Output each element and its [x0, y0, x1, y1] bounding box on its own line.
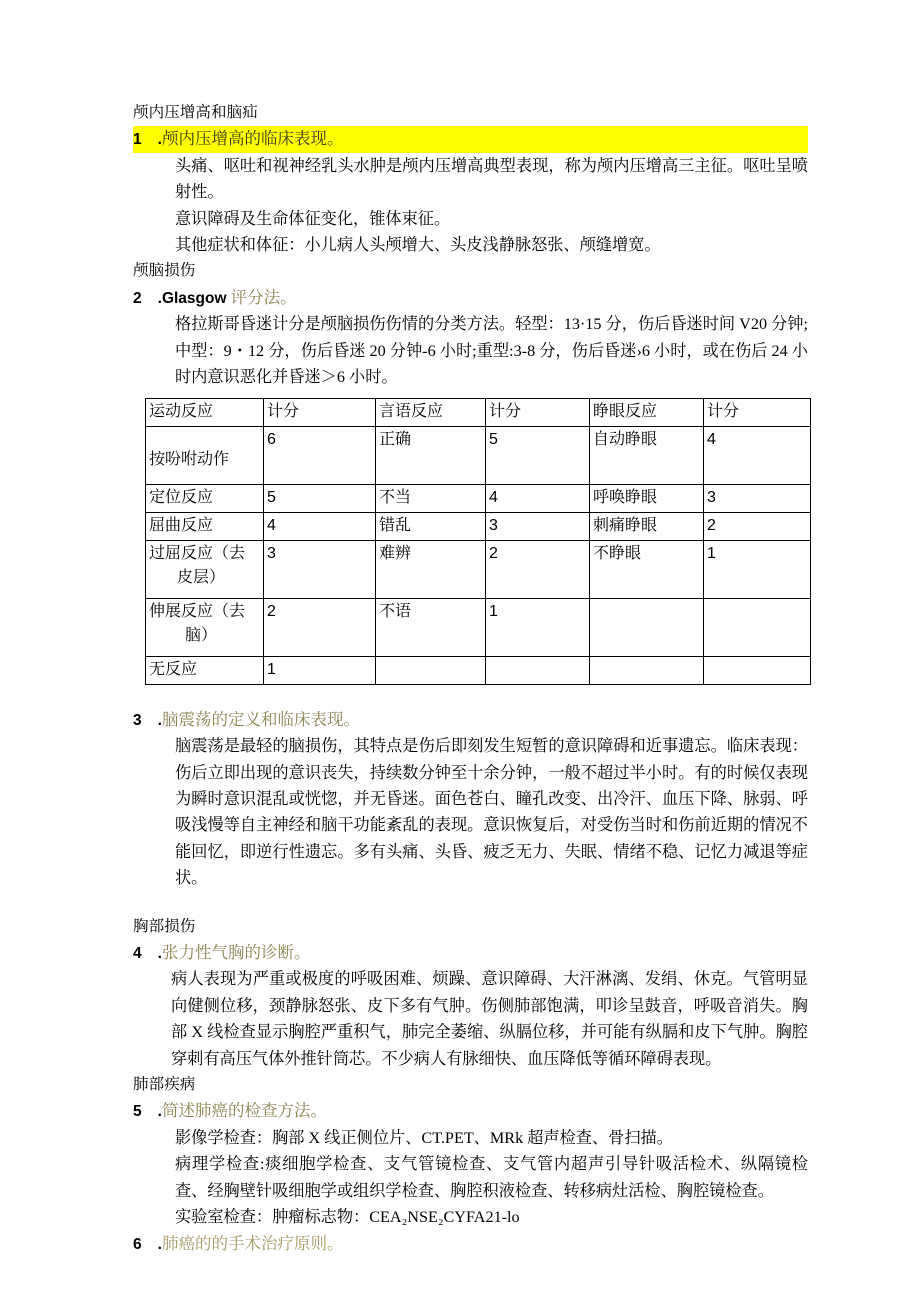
table-cell-eye: 自动睁眼	[590, 426, 704, 484]
table-cell-eye	[590, 598, 704, 656]
paragraph-1-3: 其他症状和体征：小儿病人头颅增大、头皮浅静脉怒张、颅缝增宽。	[175, 236, 661, 255]
question-number-1: 1	[133, 131, 142, 149]
question-dot-6: .	[157, 1235, 162, 1253]
question-title-4: 张力性气胸的诊断。	[161, 942, 311, 962]
section-heading-3: 胸部损伤	[133, 917, 196, 935]
question-number-4: 4	[133, 944, 142, 962]
table-header-row	[146, 398, 811, 426]
table-row	[146, 598, 811, 656]
table-cell-motor-score: 1	[264, 656, 376, 684]
question-title-1: 颅内压增高的临床表现。	[161, 129, 344, 149]
table-cell-verbal	[376, 656, 486, 684]
question-title-latin-2: Glasgow	[161, 289, 227, 307]
table-cell-eye: 呼唤睁眼	[590, 484, 704, 512]
paragraph-1-1: 头痛、呕吐和视神经乳头水肿是颅内压增高典型表现，称为颅内压增高三主征。呕吐呈喷射性。	[175, 156, 808, 202]
table-cell-verbal-score: 1	[486, 598, 590, 656]
paragraph-1-2: 意识障碍及生命体征变化，锥体束征。	[175, 209, 451, 228]
table-cell-motor-score: 2	[264, 598, 376, 656]
question-heading-4	[133, 940, 808, 967]
table-header-cell: 计分	[486, 398, 590, 426]
question-heading-2	[133, 285, 808, 312]
table-header-cell: 睁眼反应	[590, 398, 704, 426]
table-header-cell: 计分	[264, 398, 376, 426]
table-cell-verbal: 不当	[376, 484, 486, 512]
question-number-5: 5	[133, 1103, 142, 1121]
table-cell-verbal: 不语	[376, 598, 486, 656]
table-cell-verbal-score: 3	[486, 512, 590, 540]
table-cell-eye: 刺痛睁眼	[590, 512, 704, 540]
question-dot-5: .	[157, 1103, 162, 1121]
table-cell-motor-text: 伸展反应（去	[149, 602, 246, 620]
question-title-3: 脑震荡的定义和临床表现。	[161, 709, 360, 729]
section-heading-1: 颅内压增高和脑疝	[133, 104, 258, 121]
table-cell-verbal-score: 4	[486, 484, 590, 512]
table-cell-eye: 不睁眼	[590, 540, 704, 598]
table-cell-eye-score: 1	[704, 540, 811, 598]
spacer	[133, 892, 808, 914]
table-cell-verbal: 难辨	[376, 540, 486, 598]
table-cell-motor-text-line2: 皮层）	[176, 568, 225, 586]
table-row	[146, 484, 811, 512]
question-dot-2: .	[157, 289, 162, 307]
question-heading-5	[133, 1098, 808, 1125]
table-row	[146, 512, 811, 540]
table-header-cell: 计分	[704, 398, 811, 426]
table-cell-motor-score: 6	[264, 426, 376, 484]
paragraph-3-1: 脑震荡是最轻的脑损伤，其特点是伤后即刻发生短暂的意识障碍和近事遗忘。临床表现：伤后立即出现的意识丧失，持续数分钟至十余分钟，一般不超过半小时。有的时候仅表现为瞬时意识混乱或恍惚，并无昏迷。面色苍白、瞳孔改变、出冷汗、血压下降、脉弱、呼吸浅慢等自主神经和脑干功能紊乱的表现。意识恢复后，对受伤当时和伤前近期的情况不能回忆，即逆行性遗忘。多有头痛、头昏、疲乏无力、失眠、情绪不稳、记忆力减退等症状。	[175, 737, 808, 888]
table-cell-motor: 无反应	[146, 656, 264, 684]
table-cell-motor-text-line2: 脑）	[184, 626, 217, 644]
table-cell-motor-text: 按吩咐动作	[149, 450, 230, 468]
paragraph-5-2: 病理学检查:痰细胞学检查、支气管镜检查、支气管内超声引导针吸活检术、纵隔镜检查、经胸壁针吸细胞学或组织学检查、胸腔积液检查、转移病灶活检、胸腔镜检查。	[175, 1155, 808, 1200]
table-cell-verbal: 错乱	[376, 512, 486, 540]
table-cell-motor-score: 5	[264, 484, 376, 512]
table-cell-verbal-score: 2	[486, 540, 590, 598]
table-cell-motor	[146, 540, 264, 598]
table-cell-motor: 定位反应	[146, 484, 264, 512]
question-heading-1	[133, 126, 808, 153]
table-header-cell: 言语反应	[376, 398, 486, 426]
question-number-6: 6	[133, 1235, 142, 1253]
table-cell-verbal: 正确	[376, 426, 486, 484]
table-cell-motor-score: 3	[264, 540, 376, 598]
question-dot-4: .	[157, 944, 162, 962]
gcs-score-table	[145, 398, 811, 685]
question-title-6: 肺癌的的手术治疗原则。	[161, 1233, 344, 1253]
table-cell-verbal-score	[486, 656, 590, 684]
question-heading-3	[133, 707, 808, 734]
paragraph-5-1: 影像学检查：胸部 X 线正侧位片、CT.PET、MRk 超声检查、骨扫描。	[175, 1128, 673, 1147]
table-cell-eye-score: 2	[704, 512, 811, 540]
paragraph-2-1: 格拉斯哥昏迷计分是颅脑损伤伤情的分类方法。轻型：13·15 分，伤后昏迷时间 V20 分钟;中型：9・12 分，伤后昏迷 20 分钟-6 小时;重型:3-8 分，伤后昏迷›6 小时，或在伤后 24 小时内意识恶化并昏迷＞6 小时。	[175, 315, 808, 387]
question-dot-3: .	[157, 711, 162, 729]
paragraph-4-1: 病人表现为严重或极度的呼吸困难、烦躁、意识障碍、大汗淋漓、发绢、休克。气管明显向健侧位移，颈静脉怒张、皮下多有气肿。伤侧肺部饱满，叩诊呈鼓音，呼吸音消失。胸部 X 线检查显示胸腔严重积气，肺完全萎缩、纵膈位移，并可能有纵膈和皮下气肿。胸腔穿刺有高压气体外推针筒芯。不少病人有脉细快、血压降低等循环障碍表现。	[171, 970, 808, 1068]
table-header-cell: 运动反应	[146, 398, 264, 426]
question-heading-6	[133, 1231, 808, 1258]
question-number-2: 2	[133, 289, 142, 307]
section-heading-4: 肺部疾病	[133, 1076, 196, 1094]
table-cell-motor: 屈曲反应	[146, 512, 264, 540]
table-cell-eye-score: 4	[704, 426, 811, 484]
table-row	[146, 426, 811, 484]
table-cell-eye-score	[704, 598, 811, 656]
table-cell-motor	[146, 426, 264, 484]
table-cell-eye	[590, 656, 704, 684]
question-title-2: 评分法。	[230, 287, 297, 307]
question-number-3: 3	[133, 711, 142, 729]
table-cell-eye-score: 3	[704, 484, 811, 512]
table-cell-motor	[146, 598, 264, 656]
spacer	[133, 685, 808, 707]
table-row	[146, 540, 811, 598]
table-row	[146, 656, 811, 684]
table-cell-eye-score	[704, 656, 811, 684]
section-heading-2: 颅脑损伤	[133, 262, 196, 280]
table-cell-motor-text: 过屈反应（去	[149, 544, 246, 562]
table-cell-verbal-score: 5	[486, 426, 590, 484]
table-cell-motor-score: 4	[264, 512, 376, 540]
question-dot-1: .	[157, 131, 162, 149]
question-title-5: 简述肺癌的检查方法。	[161, 1101, 327, 1121]
paragraph-5-3: 实验室检查：肿瘤标志物：CEA₂NSE₂CYFA21-lo	[175, 1208, 520, 1227]
